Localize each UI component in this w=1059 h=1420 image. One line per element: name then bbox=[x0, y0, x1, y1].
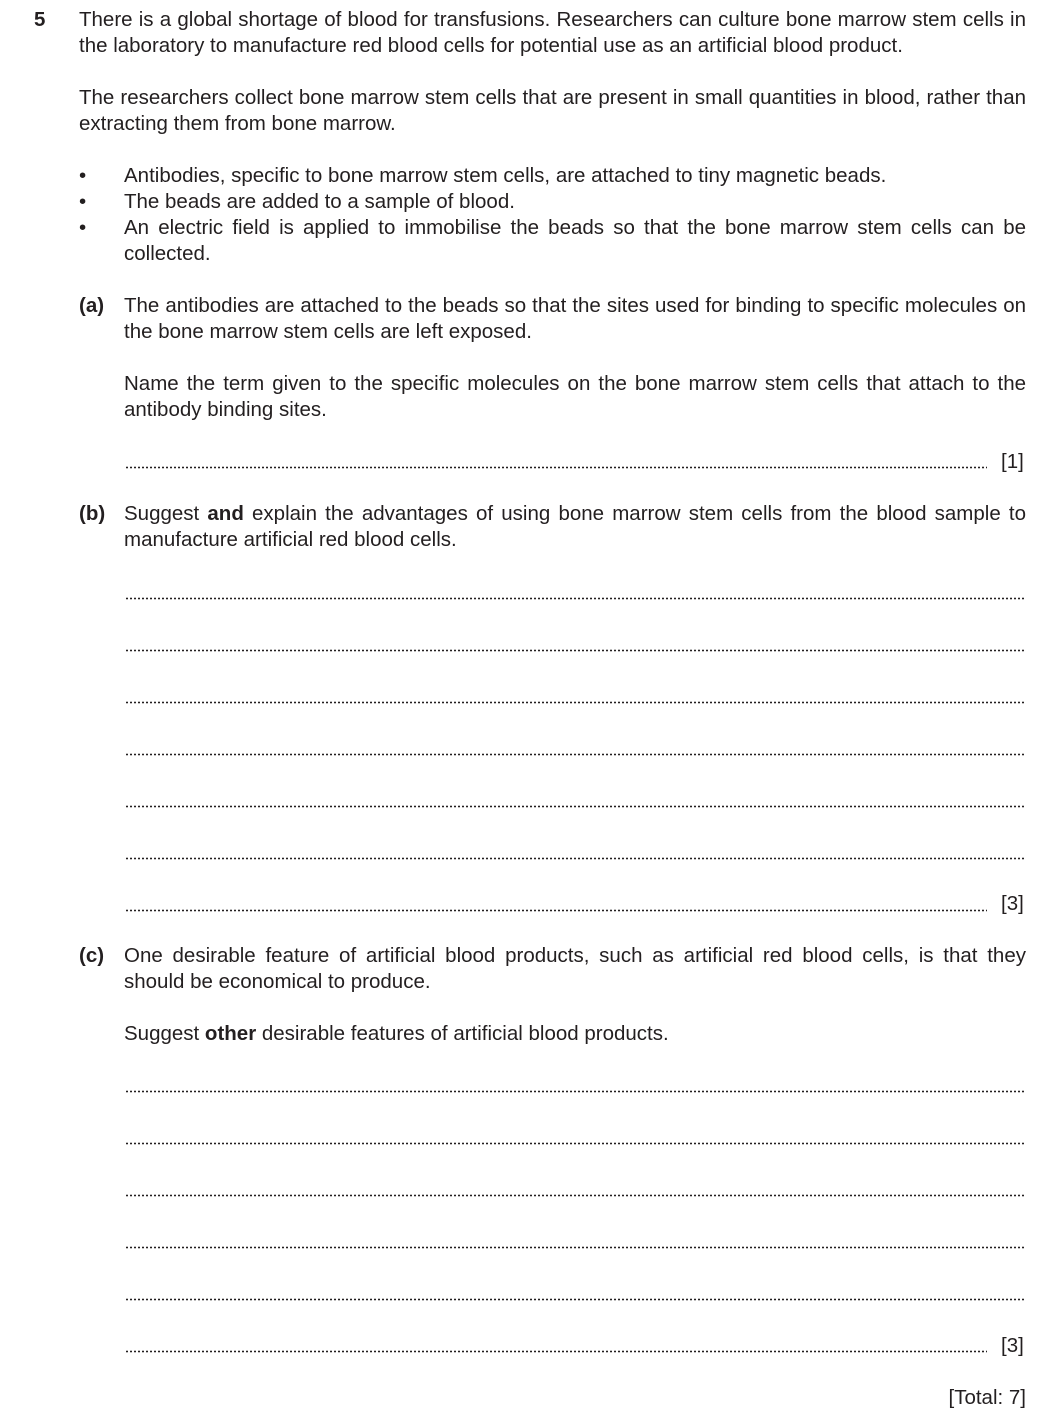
part-a-marks: [1] bbox=[1001, 450, 1024, 473]
part-c-text-2-post: desirable features of artificial blood products. bbox=[256, 1022, 669, 1045]
part-b-answer-line[interactable] bbox=[125, 701, 1025, 704]
part-c-text-1: One desirable feature of artificial blood products, such as artificial red blood cells, is that they should be economical to produce. bbox=[124, 944, 1026, 993]
bullet-icon: • bbox=[79, 164, 87, 187]
part-b-answer-line[interactable] bbox=[125, 805, 1025, 808]
total-marks: [Total: 7] bbox=[948, 1386, 1026, 1409]
part-c-answer-line[interactable] bbox=[125, 1298, 1025, 1301]
intro-paragraph-1: There is a global shortage of blood for transfusions. Researchers can culture bone marrow stem cells in the laboratory to manufacture red blood cells for potential use as an artificial blood product. bbox=[79, 8, 1026, 57]
bullet-item: An electric field is applied to immobilise the beads so that the bone marrow stem cells can be collected. bbox=[124, 216, 1026, 265]
part-b-text-post: explain the advantages of using bone marrow stem cells from the blood sample to manufacture artificial red blood cells. bbox=[124, 502, 1026, 551]
part-c-answer-line[interactable] bbox=[125, 1194, 1025, 1197]
bullet-icon: • bbox=[79, 216, 87, 239]
part-b-answer-line[interactable] bbox=[125, 753, 1025, 756]
part-c-text-2-pre: Suggest bbox=[124, 1022, 205, 1045]
bullet-item: The beads are added to a sample of blood. bbox=[124, 190, 515, 213]
part-b-marks: [3] bbox=[1001, 892, 1024, 915]
part-b-text-bold: and bbox=[207, 502, 244, 525]
bullet-icon: • bbox=[79, 190, 87, 213]
part-c-answer-line[interactable] bbox=[125, 1090, 1025, 1093]
part-b-text-pre: Suggest bbox=[124, 502, 208, 525]
part-b-label: (b) bbox=[79, 502, 106, 525]
part-a-text-2: Name the term given to the specific molecules on the bone marrow stem cells that attach to the antibody binding sites. bbox=[124, 372, 1026, 421]
part-b-text bbox=[124, 501, 1026, 553]
intro-paragraph-2: The researchers collect bone marrow stem cells that are present in small quantities in blood, rather than extracting them from bone marrow. bbox=[79, 86, 1026, 135]
part-b-answer-line[interactable] bbox=[125, 649, 1025, 652]
part-c-answer-line[interactable] bbox=[125, 1350, 987, 1353]
part-b-answer-line[interactable] bbox=[125, 909, 987, 912]
part-c-marks: [3] bbox=[1001, 1334, 1024, 1357]
part-c-text-2-bold: other bbox=[204, 1022, 257, 1045]
bullet-item: Antibodies, specific to bone marrow stem cells, are attached to tiny magnetic beads. bbox=[124, 164, 887, 187]
part-b-answer-line[interactable] bbox=[125, 597, 1025, 600]
part-c-label: (c) bbox=[79, 944, 105, 967]
part-c-text-2 bbox=[124, 1021, 1026, 1047]
part-c-answer-line[interactable] bbox=[125, 1246, 1025, 1249]
part-c-answer-line[interactable] bbox=[125, 1142, 1025, 1145]
part-a-text-1: The antibodies are attached to the beads so that the sites used for binding to specific molecules on the bone marrow stem cells are left exposed. bbox=[124, 294, 1026, 343]
part-b-answer-line[interactable] bbox=[125, 857, 1025, 860]
part-a-label: (a) bbox=[79, 294, 105, 317]
part-a-answer-line[interactable] bbox=[125, 466, 987, 469]
question-number: 5 bbox=[34, 8, 46, 31]
